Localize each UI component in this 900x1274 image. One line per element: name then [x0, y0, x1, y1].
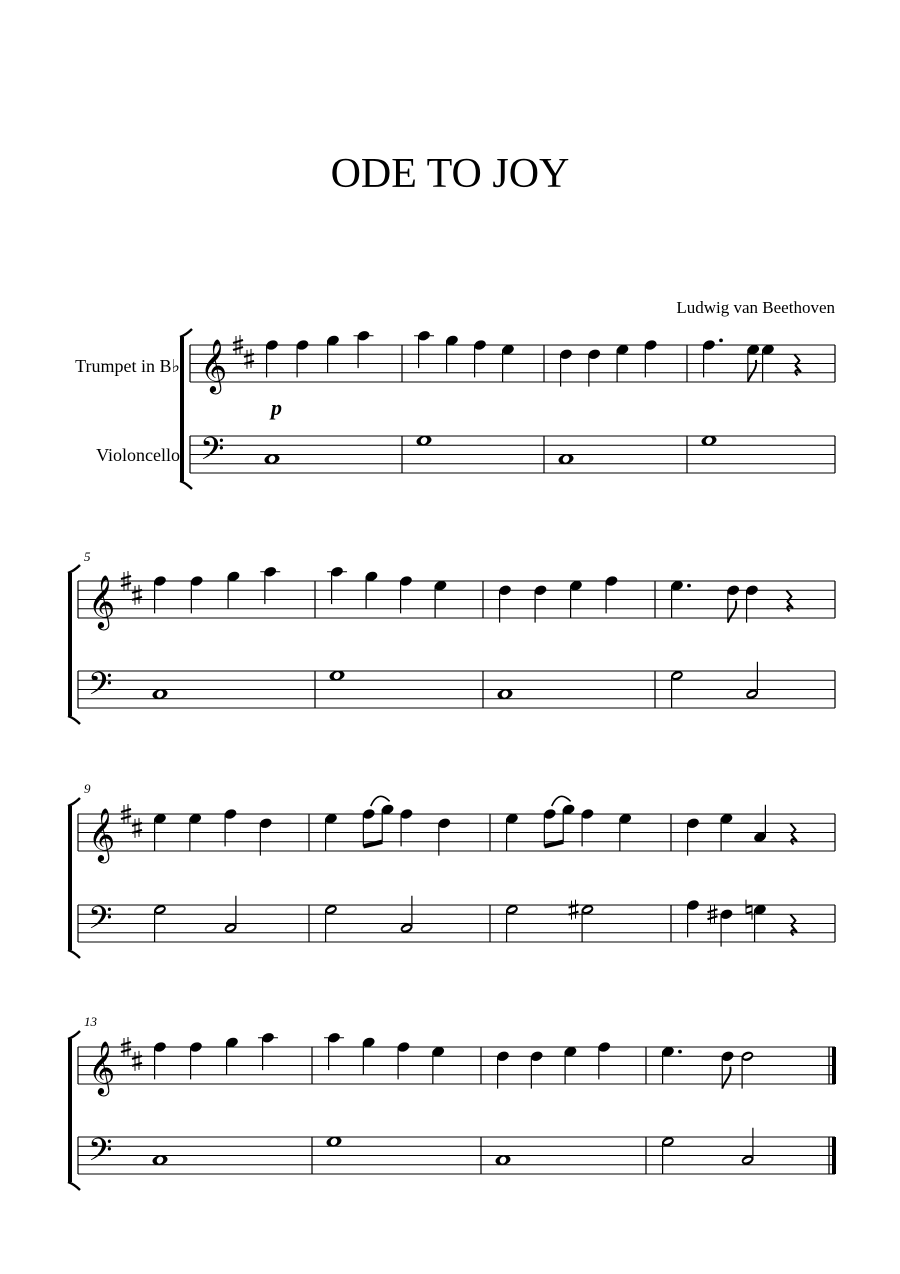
- treble-clef-icon: 𝄞: [88, 806, 116, 861]
- bass-clef-icon: 𝄢: [88, 665, 113, 710]
- slur: [371, 796, 390, 806]
- sharp-stroke: [121, 809, 131, 812]
- treble-clef-icon: 𝄞: [200, 337, 228, 392]
- system-bracket-top: [68, 1031, 80, 1039]
- treble-clef-icon: 𝄞: [88, 1039, 116, 1094]
- note-beam: [363, 842, 382, 847]
- system-bracket-top: [68, 798, 80, 806]
- sharp-stroke: [121, 1049, 131, 1052]
- sharp-stroke: [233, 347, 243, 350]
- sharp-stroke: [708, 916, 718, 919]
- system-bracket-top: [68, 565, 80, 573]
- bass-clef-icon: 𝄢: [88, 1131, 113, 1176]
- instrument-label-cello: Violoncello: [96, 445, 180, 465]
- sharp-stroke: [121, 816, 131, 819]
- sharp-stroke: [121, 1042, 131, 1045]
- sharp-stroke: [121, 576, 131, 579]
- key-sharp-icon: [132, 818, 142, 838]
- note-flag: [728, 601, 736, 623]
- augmentation-dot: [687, 584, 691, 588]
- system-bracket-bottom: [68, 716, 80, 724]
- composer-credit: Ludwig van Beethoven: [676, 298, 835, 317]
- measure-number: 5: [84, 549, 91, 564]
- sharp-stroke: [121, 583, 131, 586]
- sharp-stroke: [708, 909, 718, 912]
- treble-clef-icon: 𝄞: [88, 573, 116, 628]
- slur: [552, 796, 571, 806]
- instrument-label-trumpet: Trumpet in B♭: [75, 356, 180, 376]
- bass-clef-icon: 𝄢: [88, 899, 113, 944]
- natural-stroke: [746, 906, 752, 908]
- augmentation-dot: [678, 1050, 682, 1054]
- key-sharp-icon: [132, 585, 142, 605]
- system-bracket-bottom: [68, 1182, 80, 1190]
- note-beam: [544, 842, 563, 847]
- score-title: ODE TO JOY: [330, 151, 570, 197]
- score-systems: [68, 329, 836, 1190]
- bass-clef-icon: 𝄢: [200, 430, 225, 475]
- note-flag: [722, 1067, 730, 1089]
- measure-number: 9: [84, 781, 91, 796]
- system-bracket-bottom: [180, 481, 192, 489]
- key-sharp-icon: [244, 349, 254, 369]
- system-bracket-top: [180, 329, 192, 337]
- measure-number: 13: [84, 1014, 97, 1029]
- augmentation-dot: [719, 338, 723, 342]
- system-bracket-bottom: [68, 950, 80, 958]
- dynamic-marking: p: [271, 395, 282, 420]
- key-sharp-icon: [132, 1051, 142, 1071]
- natural-icon: [746, 900, 752, 920]
- natural-stroke: [746, 912, 752, 914]
- sharp-stroke: [233, 340, 243, 343]
- final-bar-line: [832, 1137, 836, 1174]
- final-bar-line: [832, 1047, 836, 1084]
- accidental-sharp-icon: [569, 900, 579, 920]
